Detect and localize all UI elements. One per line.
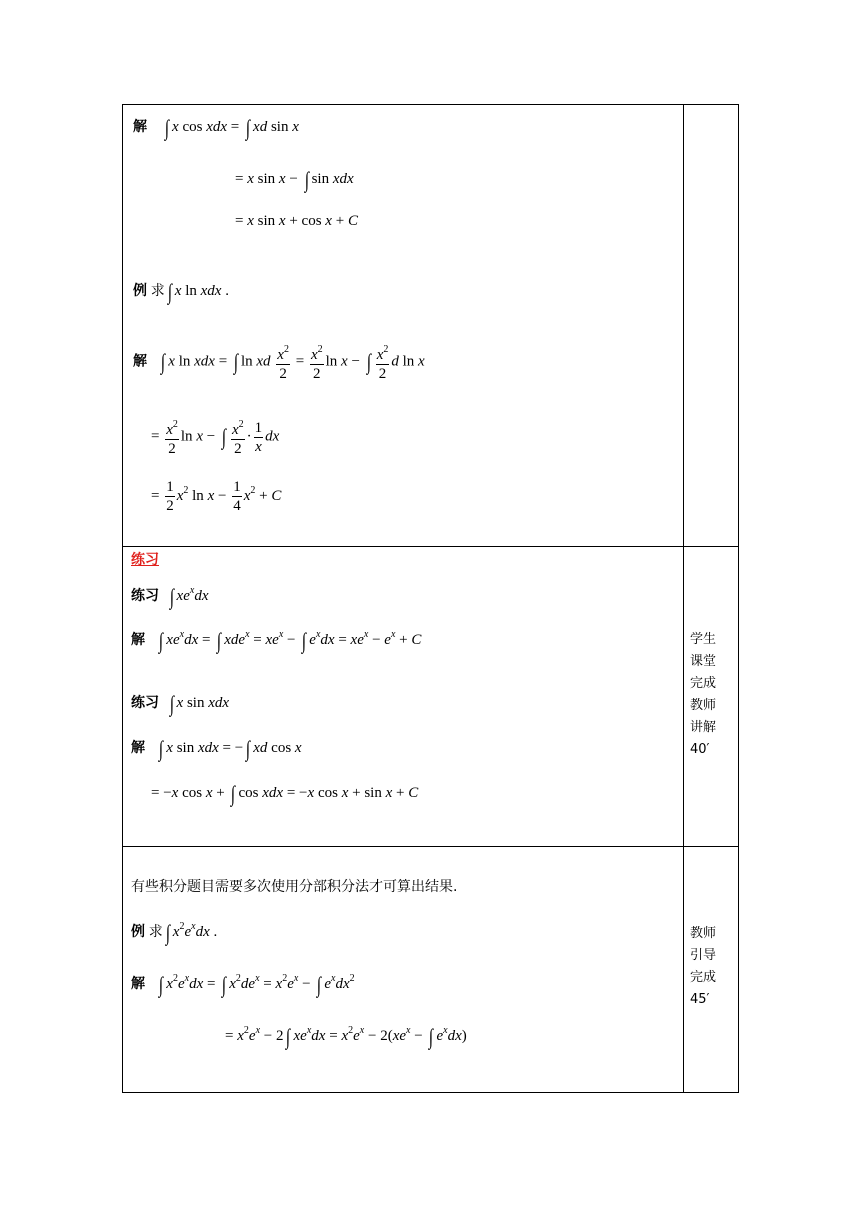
practice-label: 练习: [131, 588, 159, 604]
example-label: 例: [131, 924, 145, 940]
content-cell: [123, 847, 684, 1093]
ask-text: 求: [150, 283, 165, 299]
content-cell: [123, 547, 684, 847]
solution-label: 解: [133, 353, 147, 370]
practice-label: 练习: [131, 695, 159, 711]
formula-line: = −x cos x + ∫ cos xdx = −x cos x + sin x + C: [151, 781, 419, 806]
formula-line: = x sin x + cos x + C: [235, 213, 358, 229]
ask-text: 求: [148, 924, 163, 940]
side-cell: [684, 847, 739, 1093]
practice-line: 练习 ∫ $xe^xdx$: [131, 584, 209, 609]
formula-line: = $\frac{x^2}{2}$ ln x − ∫ $\frac{x^2}{2}$ · $\frac{1}{x}$ dx: [151, 416, 279, 458]
formula-line: 解 ∫ x sin xdx = − ∫ xd cos x: [131, 736, 302, 761]
formula-line: = $\frac{1}{2}$ $x^2$ ln x − $\frac{1}{4}$ $x^2 + C$: [151, 479, 282, 514]
side-cell: [684, 105, 739, 547]
side-note: 学生 课堂 完成 教师 讲解 40′: [690, 632, 717, 757]
intro-text: 有些积分题目需要多次使用分部积分法才可算出结果.: [131, 879, 458, 895]
table-row: [123, 547, 739, 847]
practice-title: 练习: [131, 552, 159, 568]
formula-line: 解 ∫ x cos xdx = ∫ xd sin x: [133, 115, 299, 140]
table-row: [123, 847, 739, 1093]
example-label: 例: [133, 283, 147, 299]
example-line: 例 求 ∫ x ln xdx .: [133, 279, 229, 304]
formula-line: = x sin x − ∫ sin xdx: [235, 167, 354, 192]
lesson-table: [122, 104, 739, 1093]
period: .: [225, 283, 229, 299]
formula-line: 解 ∫ $x^2e^xdx$ = ∫ $x^2de^x = x^2e^x$ − ∫ $e^xdx^2$: [131, 972, 355, 997]
formula-line: 解 ∫ $xe^xdx$ = ∫ $xde^x = xe^x$ − ∫ $e^xdx = xe^x - e^x + C$: [131, 628, 422, 653]
solution-label: 解: [133, 119, 147, 135]
solution-label: 解: [131, 976, 145, 992]
example-line: 例 求 ∫ $x^2e^xdx$ .: [131, 920, 218, 945]
side-cell: [684, 547, 739, 847]
side-note: 教师 引导 完成 45′: [690, 926, 717, 1007]
practice-line: 练习 ∫ x sin xdx: [131, 691, 230, 716]
solution-label: 解: [131, 632, 145, 648]
content-cell: [123, 105, 684, 547]
table-row: [123, 105, 739, 547]
formula-line: = $x^2e^x - 2$ ∫ $xe^xdx = x^2e^x - 2(xe^x$ − ∫ $e^xdx$): [225, 1024, 467, 1049]
period: .: [213, 924, 218, 940]
solution-label: 解: [131, 740, 145, 756]
formula-line: 解 ∫ x ln xdx = ∫ ln xd $\frac{x^2}{2}$ = $\frac{x^2}{2}$ ln x − ∫ $\frac{x^2}{2}$ d ln x: [133, 341, 425, 383]
